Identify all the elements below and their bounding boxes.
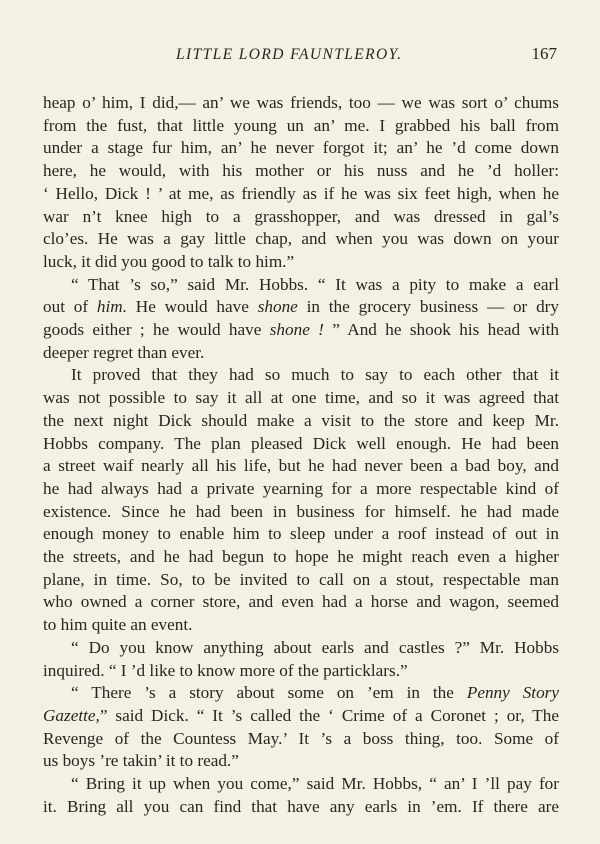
text-line: the streets, and he had begun to hope he might reach even a higher — [43, 547, 559, 567]
text-line: goods either ; he would have shone ! ” And he shook his head with — [43, 320, 559, 340]
italic-text: shone ! — [269, 320, 324, 340]
text-line: enough money to enable him to sleep under a roof instead of out in — [43, 524, 559, 544]
italic-text: Penny Story — [466, 683, 559, 703]
text-line: “ Bring it up when you come,” said Mr. Hobbs, “ an’ I ’ll pay for — [71, 774, 559, 794]
text-line: the next night Dick should make a visit to the store and keep Mr. — [43, 410, 559, 430]
text-line: Hobbs company. The plan pleased Dick well enough. He had been — [43, 433, 559, 453]
running-header — [0, 46, 600, 70]
page-number: 167 — [531, 44, 557, 63]
body-text — [43, 92, 559, 819]
text-line: it. Bring all you can find that have any earls in ’em. If there are — [43, 796, 559, 816]
paragraph-3 — [43, 364, 559, 636]
text-line: us boys ’re takin’ it to read.” — [43, 751, 239, 771]
text-line: ‘ Hello, Dick ! ’ at me, as friendly as if he was six feet high, when he — [43, 183, 559, 203]
text-line: “ That ’s so,” said Mr. Hobbs. “ It was a pity to make a earl — [71, 274, 559, 294]
text-line: he had always had a private yearning for a more respectable kind of — [43, 478, 559, 498]
text-line: It proved that they had so much to say to each other that it — [71, 365, 559, 385]
text-line: under a stage fur him, an’ he never forgot it; an’ he ’d come down — [43, 138, 559, 158]
text-line: plane, in time. So, to be invited to call on a stout, respectable man — [43, 569, 559, 589]
text-line: war n’t knee high to a grasshopper, and was dressed in gal’s — [43, 206, 559, 226]
text-line: inquired. “ I ’d like to know more of the particklars.” — [43, 660, 408, 680]
text-line: deeper regret than ever. — [43, 342, 205, 362]
paragraph-5 — [43, 682, 559, 773]
italic-text: shone — [257, 297, 298, 317]
italic-text: Gazette, — [43, 705, 100, 725]
text-line: here, he would, with his mother or his nuss and he ’d holler: — [43, 161, 559, 181]
text-line: Revenge of the Countess May.’ It ’s a boss thing, too. Some of — [43, 728, 559, 748]
italic-text: him. — [96, 297, 127, 317]
text-line: existence. Since he had been in business for himself. he had made — [43, 501, 559, 521]
text-line: clo’es. He was a gay little chap, and when you was down on your — [43, 229, 559, 249]
text-line: Gazette,” said Dick. “ It ’s called the ‘ Crime of a Coronet ; or, The — [43, 705, 559, 725]
text-line: out of him. He would have shone in the grocery business — or dry — [43, 297, 559, 317]
text-line: to him quite an event. — [43, 615, 193, 635]
paragraph-1 — [43, 92, 559, 274]
text-line: luck, it did you good to talk to him.” — [43, 251, 295, 271]
running-title: LITTLE LORD FAUNTLEROY. — [176, 46, 403, 63]
paragraph-2 — [43, 274, 559, 365]
paragraph-6 — [43, 773, 559, 818]
text-line: was not possible to say it all at one time, and so it was agreed that — [43, 388, 559, 408]
text-line: “ There ’s a story about some on ’em in the Penny Story — [71, 683, 559, 703]
text-line: “ Do you know anything about earls and castles ?” Mr. Hobbs — [71, 637, 559, 657]
text-line: a street waif nearly all his life, but he had never been a bad boy, and — [43, 456, 559, 476]
text-line: who owned a corner store, and even had a horse and wagon, seemed — [43, 592, 559, 612]
text-line: heap o’ him, I did,— an’ we was friends, too — we was sort o’ chums — [43, 93, 559, 112]
text-line: from the fust, that little young un an’ me. I grabbed his ball from — [43, 115, 559, 135]
paragraph-4 — [43, 637, 559, 682]
